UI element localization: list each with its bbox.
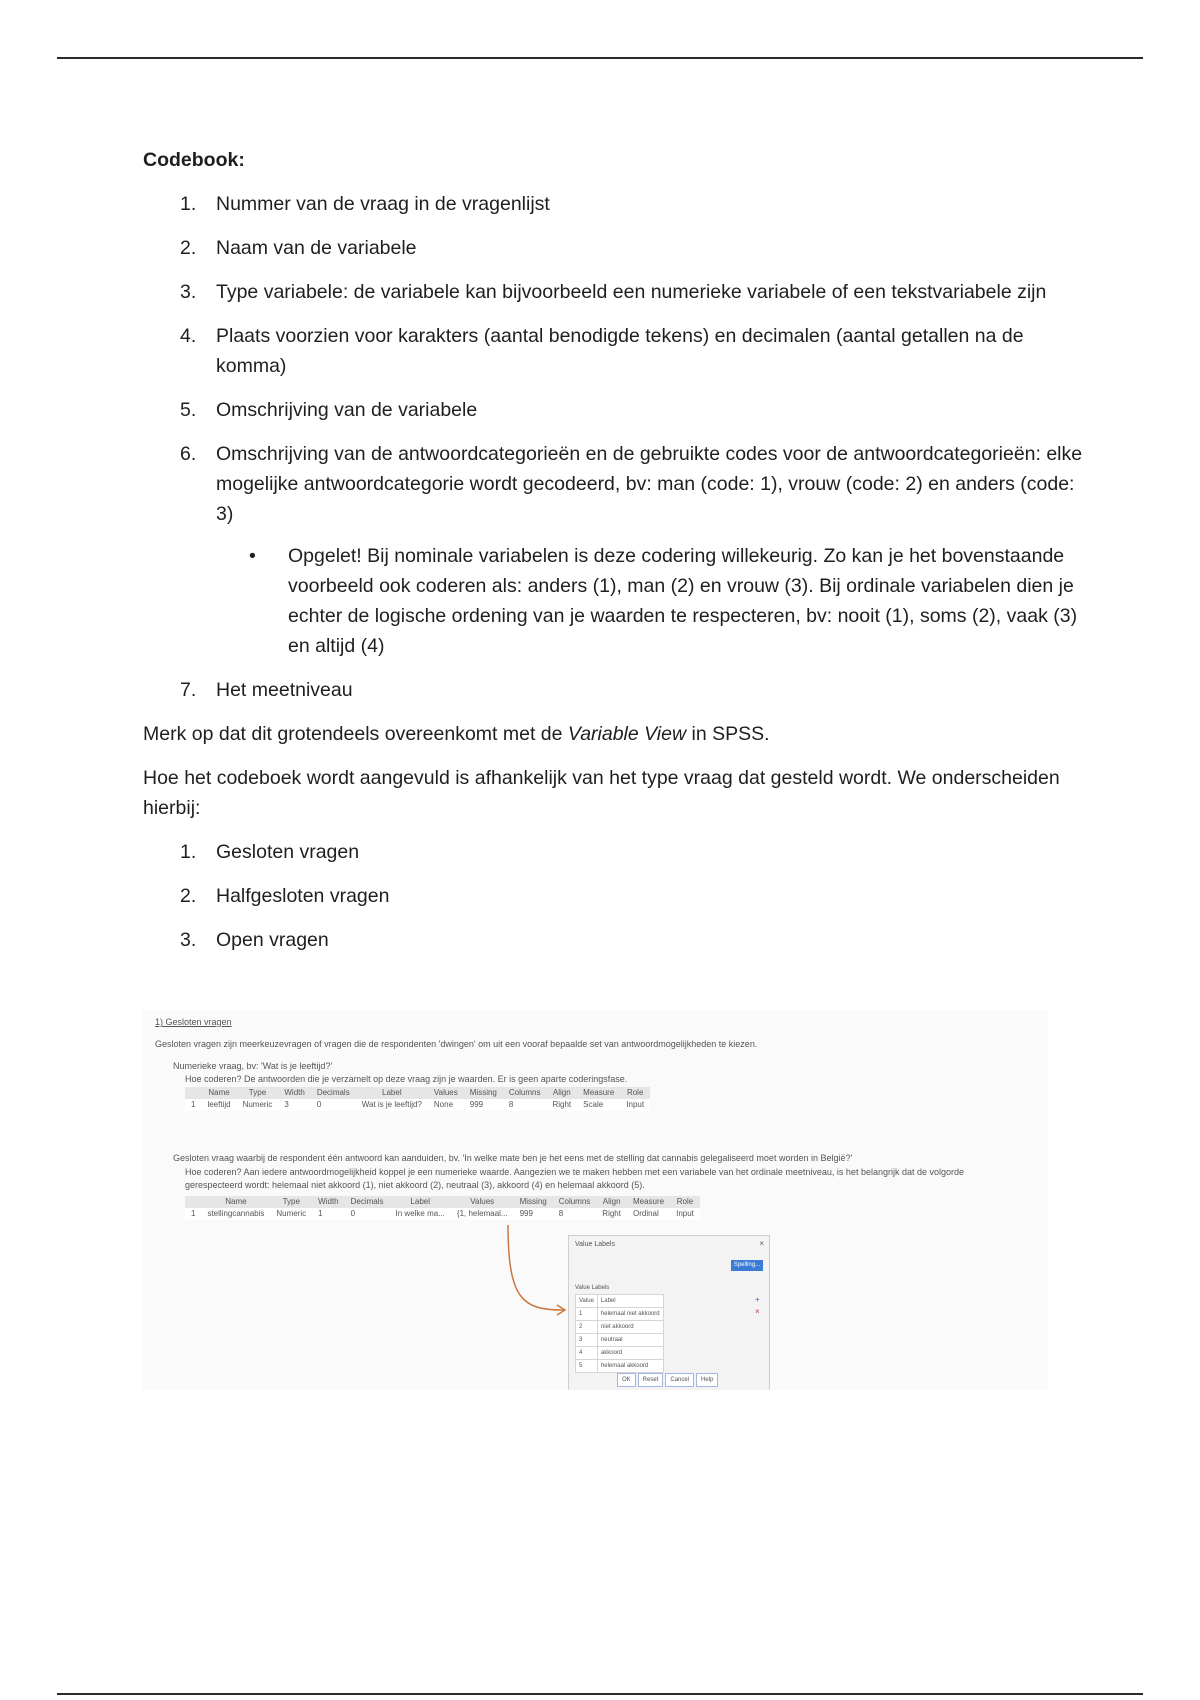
table-row[interactable]: 2 niet akkoord <box>576 1321 664 1334</box>
table-row[interactable]: 1 helemaal niet akkoord <box>576 1308 664 1321</box>
list-item: 5. Omschrijving van de variabele <box>180 399 478 421</box>
codebook-heading: Codebook: <box>143 149 245 171</box>
screenshot-bullet-1: Numerieke vraag, bv: 'Wat is je leeftijd?' <box>173 1061 333 1071</box>
value-labels-label: Value Labels <box>575 1285 610 1291</box>
bullet-icon: • <box>249 545 256 567</box>
dialog-buttons <box>617 1372 720 1387</box>
screenshot-bullet-2-sub: Hoe coderen? Aan iedere antwoordmogelijkheid koppel je een numerieke waarde. Aangezien we te maken hebben met een variabele van het ordinale meetniveau, is het belangrijk dat de volgorde <box>185 1167 965 1177</box>
list-item: 1. Nummer van de vraag in de vragenlijst <box>180 193 550 215</box>
list-item: 2. Naam van de variabele <box>180 237 417 259</box>
list-item: 1. Gesloten vragen <box>180 841 360 863</box>
table-header: Value Label <box>576 1295 664 1308</box>
value-labels-dialog <box>568 1235 770 1390</box>
screenshot-title: 1) Gesloten vragen <box>155 1017 232 1027</box>
table-header: Name Type Width Decimals Label Values Missing Columns Align Measure Role <box>185 1196 700 1208</box>
list-item: 7. Het meetniveau <box>180 679 353 701</box>
list-item: 4. Plaats voorzien voor karakters (aantal benodigde tekens) en decimalen (aantal getallen na de komma) <box>180 325 1024 377</box>
screenshot-bullet-2-sub2: gerespecteerd wordt: helemaal niet akkoord (1), niet akkoord (2), neutraal (3), akkoord (4) en helemaal akkoord (5). <box>185 1180 645 1190</box>
screenshot-bullet-2: Gesloten vraag waarbij de respondent één antwoord kan aanduiden, bv. 'In welke mate ben je het eens met de stelling dat cannabis gelegaliseerd moet worden in België?' <box>173 1153 853 1163</box>
list-item: 3. Type variabele: de variabele kan bijvoorbeeld een numerieke variabele of een tekstvariabele zijn <box>180 281 1047 303</box>
question-types-list <box>143 837 1083 955</box>
close-icon[interactable]: × <box>759 1239 764 1248</box>
embedded-screenshot <box>143 1010 1048 1390</box>
spelling-button[interactable]: Spelling... <box>731 1260 763 1271</box>
table-row: 1 leeftijd Numeric 3 0 Wat is je leeftijd? None 999 8 Right Scale Input <box>185 1099 650 1111</box>
footer-rule <box>57 1693 1143 1695</box>
screenshot-intro: Gesloten vragen zijn meerkeuzevragen of vragen die de respondenten 'dwingen' om uit een vooraf bepaalde set van antwoordmogelijkheden te kiezen. <box>155 1039 758 1049</box>
reset-button[interactable]: Reset <box>638 1373 664 1387</box>
sub-bullet-list <box>216 541 1083 661</box>
paragraph-question-types: Hoe het codeboek wordt aangevuld is afhankelijk van het type vraag dat gesteld wordt. We onderscheiden hierbij: <box>143 767 1060 819</box>
list-item: 2. Halfgesloten vragen <box>180 885 390 907</box>
cancel-button[interactable]: Cancel <box>665 1373 694 1387</box>
help-button[interactable]: Help <box>696 1373 718 1387</box>
table-header: Name Type Width Decimals Label Values Missing Columns Align Measure Role <box>185 1087 650 1099</box>
paragraph-variable-view: Merk op dat dit grotendeels overeenkomt met de Variable View in SPSS. <box>143 723 770 745</box>
value-labels-table <box>575 1294 664 1373</box>
ok-button[interactable]: OK <box>617 1373 636 1387</box>
table-row: 1 stellingcannabis Numeric 1 0 In welke ma... {1, helemaal... 999 8 Right Ordinal Input <box>185 1208 700 1220</box>
table-row[interactable]: 5 helemaal akkoord <box>576 1360 664 1373</box>
list-item: 3. Open vragen <box>180 929 329 951</box>
remove-icon[interactable]: × <box>755 1307 760 1316</box>
codebook-list <box>143 189 1083 705</box>
sub-bullet-item: • Opgelet! Bij nominale variabelen is deze codering willekeurig. Zo kan je het bovenstaande voorbeeld ook coderen als: anders (1), man (2) en vrouw (3). Bij ordinale variabelen dien je echter de logische ordening van je waarden te respecteren, bv: nooit (1), soms (2), vaak (3) en altijd (4) <box>216 541 1083 661</box>
table-row[interactable]: 4 akkoord <box>576 1347 664 1360</box>
add-icon[interactable]: + <box>755 1295 760 1304</box>
screenshot-bullet-1-sub: Hoe coderen? De antwoorden die je verzamelt op deze vraag zijn je waarden. Er is geen aparte coderingsfase. <box>185 1074 628 1084</box>
header-rule <box>57 57 1143 59</box>
dialog-title: Value Labels <box>575 1241 615 1248</box>
list-item: 6. Omschrijving van de antwoordcategorieën en de gebruikte codes voor de antwoordcategorieën: elke mogelijke antwoordcategorie wordt gecodeerd, bv: man (code: 1), vrouw (code: 2) en anders (code: 3) • Opgelet! Bij nominale variabelen is deze codering willekeurig. Zo kan je het bovenstaande voorbeeld ook coderen als: anders (1), man (2) en vrouw (3). Bij ordinale variabelen dien je echter de logische ordening van je waarden te respecteren, bv: nooit (1), soms (2), vaak (3) en altijd (4) <box>143 439 1083 661</box>
table-row[interactable]: 3 neutraal <box>576 1334 664 1347</box>
document-body <box>143 145 1083 969</box>
